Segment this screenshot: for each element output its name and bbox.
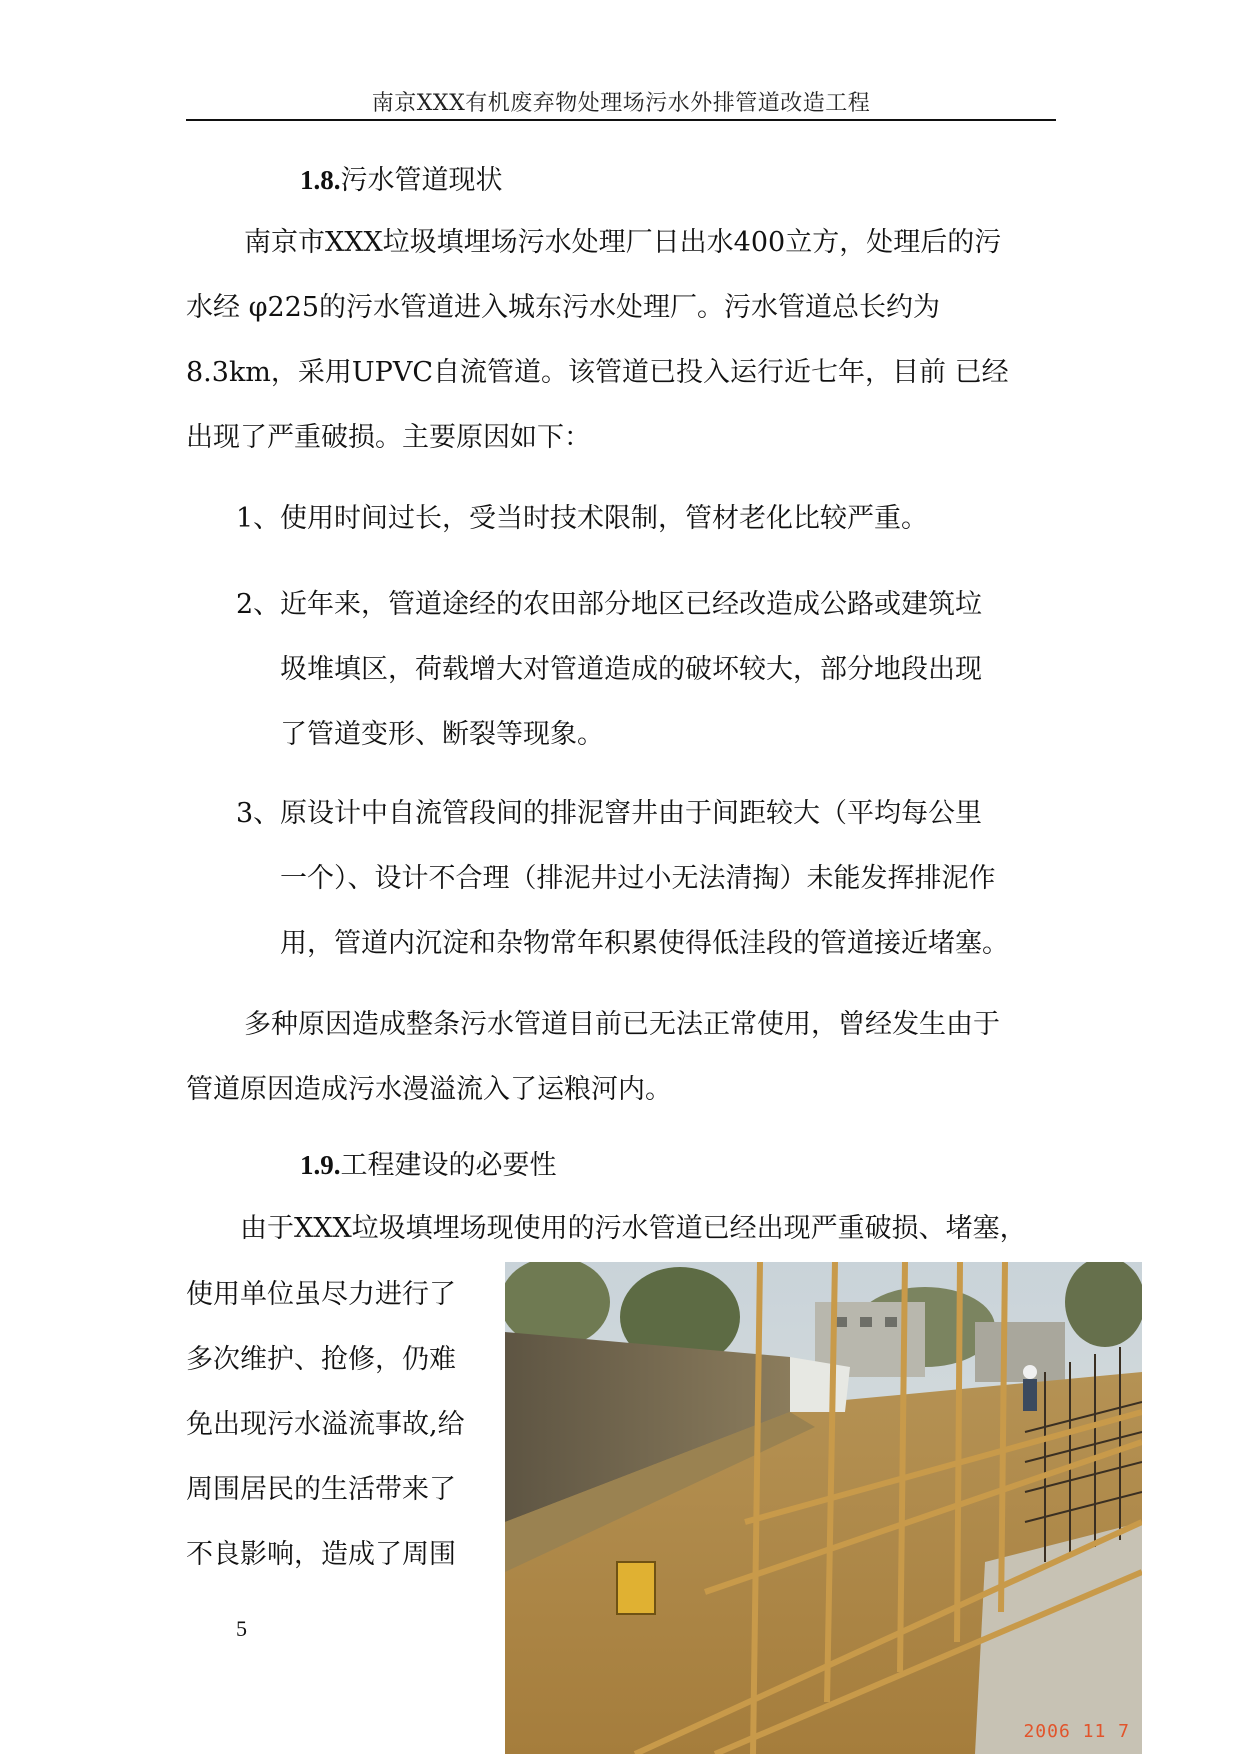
paragraph-line: 不良影响，造成了周围 — [186, 1539, 456, 1570]
list-text-line: 用，管道内沉淀和杂物常年积累使得低洼段的管道接近堵塞。 — [280, 928, 1009, 959]
paragraph-line: 水经 φ225的污水管道进入城东污水处理厂。污水管道总长约为 — [186, 292, 941, 323]
list-text-line: 了管道变形、断裂等现象。 — [280, 719, 604, 750]
reason-item-3 — [236, 781, 1054, 976]
paragraph-line: 多次维护、抢修，仍难 — [186, 1344, 456, 1375]
list-text-line: 近年来，管道途经的农田部分地区已经改造成公路或建筑垃 — [280, 589, 982, 620]
list-text: 使用时间过长，受当时技术限制，管材老化比较严重。 — [280, 503, 928, 534]
paragraph-line: 由于XXX垃圾填埋场现使用的污水管道已经出现严重破损、堵塞， — [240, 1213, 1027, 1244]
header-rule — [186, 119, 1056, 121]
paragraph-line: 管道原因造成污水漫溢流入了运粮河内。 — [186, 1074, 672, 1105]
section-title: 污水管道现状 — [340, 165, 503, 196]
list-text-line: 一个）、设计不合理（排泥井过小无法清掏）未能发挥排泥作 — [280, 863, 996, 894]
necessity-wrapped-text — [186, 1262, 486, 1587]
paragraph-line: 出现了严重破损。主要原因如下： — [186, 422, 591, 453]
list-text-line: 原设计中自流管段间的排泥窨井由于间距较大（平均每公里 — [280, 798, 982, 829]
conclusion-paragraph — [186, 992, 1054, 1122]
running-header: 南京XXX有机废弃物处理场污水外排管道改造工程 — [371, 91, 871, 116]
construction-site-photo — [505, 1262, 1142, 1754]
necessity-first-line — [186, 1196, 1054, 1261]
section-heading-1-9 — [300, 1143, 557, 1182]
list-marker: 3、 — [236, 798, 281, 829]
paragraph-line: 使用单位虽尽力进行了 — [186, 1279, 456, 1310]
section-number: 1.8. — [300, 165, 341, 195]
paragraph-line: 免出现污水溢流事故,给 — [186, 1409, 465, 1440]
list-marker: 2、 — [236, 589, 281, 620]
intro-paragraph — [186, 210, 1054, 470]
page-number: 5 — [236, 1616, 247, 1641]
list-text-line: 圾堆填区，荷载增大对管道造成的破坏较大，部分地段出现 — [280, 654, 982, 685]
section-heading-1-8 — [300, 158, 503, 197]
section-number: 1.9. — [300, 1150, 341, 1180]
paragraph-line: 多种原因造成整条污水管道目前已无法正常使用，曾经发生由于 — [244, 1009, 1000, 1040]
construction-site-illustration — [505, 1262, 1142, 1754]
paragraph-line: 南京市XXX垃圾填埋场污水处理厂日出水400立方，处理后的污 — [244, 227, 1002, 258]
section-title: 工程建设的必要性 — [340, 1150, 557, 1181]
paragraph-line: 周围居民的生活带来了 — [186, 1474, 456, 1505]
paragraph-line: 8.3km，采用UPVC自流管道。该管道已投入运行近七年，目前 已经 — [186, 357, 1009, 388]
reason-item-2 — [236, 572, 1054, 767]
list-marker: 1、 — [236, 503, 281, 534]
photo-date-stamp: 2006 11 7 — [1023, 1721, 1130, 1742]
reason-item-1 — [236, 486, 1054, 551]
